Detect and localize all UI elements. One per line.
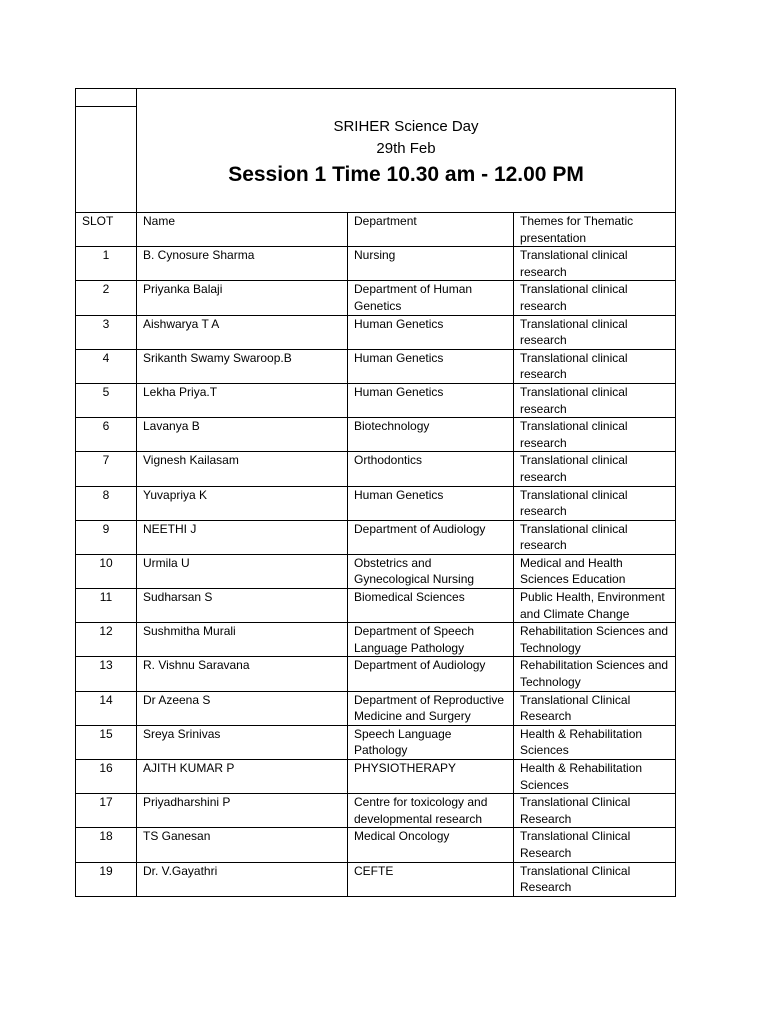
table-row — [76, 486, 676, 520]
table-row — [76, 657, 676, 691]
table-row — [76, 315, 676, 349]
slot-cell: 11 — [76, 589, 137, 623]
theme-cell: Public Health, Environment and Climate Change — [514, 589, 676, 623]
table-row — [76, 452, 676, 486]
event-title: SRIHER Science Day — [333, 117, 479, 135]
table-row — [76, 623, 676, 657]
department-cell: Human Genetics — [348, 383, 514, 417]
table-row — [76, 760, 676, 794]
name-cell: TS Ganesan — [137, 828, 348, 862]
department-cell: Department of Audiology — [348, 657, 514, 691]
name-cell: Urmila U — [137, 554, 348, 588]
slot-cell: 13 — [76, 657, 137, 691]
department-cell: Biomedical Sciences — [348, 589, 514, 623]
name-cell: Sudharsan S — [137, 589, 348, 623]
slot-cell: 9 — [76, 520, 137, 554]
slot-cell: 12 — [76, 623, 137, 657]
header-name: Name — [137, 213, 348, 247]
theme-cell: Translational clinical research — [514, 452, 676, 486]
theme-cell: Translational clinical research — [514, 349, 676, 383]
theme-cell: Health & Rehabilitation Sciences — [514, 725, 676, 759]
title-block — [137, 89, 676, 213]
slot-cell: 19 — [76, 862, 137, 896]
theme-cell: Health & Rehabilitation Sciences — [514, 760, 676, 794]
department-cell: Speech Language Pathology — [348, 725, 514, 759]
department-cell: Orthodontics — [348, 452, 514, 486]
table-row — [76, 247, 676, 281]
department-cell: Centre for toxicology and developmental research — [348, 794, 514, 828]
theme-cell: Rehabilitation Sciences and Technology — [514, 657, 676, 691]
department-cell: Nursing — [348, 247, 514, 281]
theme-cell: Translational clinical research — [514, 486, 676, 520]
header-slot: SLOT — [76, 213, 137, 247]
department-cell: Department of Reproductive Medicine and Surgery — [348, 691, 514, 725]
theme-cell: Translational Clinical Research — [514, 691, 676, 725]
slot-cell: 18 — [76, 828, 137, 862]
table-row — [76, 862, 676, 896]
slot-stub-top — [76, 89, 137, 107]
department-cell: CEFTE — [348, 862, 514, 896]
theme-cell: Translational clinical research — [514, 520, 676, 554]
department-cell: Department of Audiology — [348, 520, 514, 554]
table-row — [76, 691, 676, 725]
department-cell: Department of Speech Language Pathology — [348, 623, 514, 657]
name-cell: Lekha Priya.T — [137, 383, 348, 417]
table-row — [76, 383, 676, 417]
name-cell: Dr. V.Gayathri — [137, 862, 348, 896]
department-cell: Human Genetics — [348, 349, 514, 383]
slot-cell: 1 — [76, 247, 137, 281]
name-cell: Yuvapriya K — [137, 486, 348, 520]
name-cell: Aishwarya T A — [137, 315, 348, 349]
slot-cell: 7 — [76, 452, 137, 486]
schedule-table — [75, 88, 676, 897]
theme-cell: Medical and Health Sciences Education — [514, 554, 676, 588]
department-cell: Medical Oncology — [348, 828, 514, 862]
slot-cell: 14 — [76, 691, 137, 725]
slot-cell: 6 — [76, 418, 137, 452]
table-row — [76, 418, 676, 452]
event-date: 29th Feb — [376, 139, 436, 157]
theme-cell: Translational Clinical Research — [514, 828, 676, 862]
table-row — [76, 554, 676, 588]
theme-cell: Translational clinical research — [514, 383, 676, 417]
name-cell: Dr Azeena S — [137, 691, 348, 725]
theme-cell: Translational clinical research — [514, 247, 676, 281]
theme-cell: Translational clinical research — [514, 418, 676, 452]
table-row — [76, 520, 676, 554]
name-cell: Vignesh Kailasam — [137, 452, 348, 486]
name-cell: R. Vishnu Saravana — [137, 657, 348, 691]
department-cell: Biotechnology — [348, 418, 514, 452]
name-cell: Sushmitha Murali — [137, 623, 348, 657]
slot-cell: 4 — [76, 349, 137, 383]
table-row — [76, 794, 676, 828]
slot-cell: 5 — [76, 383, 137, 417]
table-row — [76, 828, 676, 862]
name-cell: NEETHI J — [137, 520, 348, 554]
theme-cell: Rehabilitation Sciences and Technology — [514, 623, 676, 657]
table-row — [76, 589, 676, 623]
table-row — [76, 281, 676, 315]
title-row-top — [76, 89, 676, 107]
name-cell: Priyadharshini P — [137, 794, 348, 828]
slot-stub-bottom — [76, 107, 137, 213]
slot-cell: 2 — [76, 281, 137, 315]
theme-cell: Translational Clinical Research — [514, 794, 676, 828]
department-cell: PHYSIOTHERAPY — [348, 760, 514, 794]
slot-cell: 3 — [76, 315, 137, 349]
theme-cell: Translational clinical research — [514, 315, 676, 349]
slot-cell: 15 — [76, 725, 137, 759]
slot-cell: 10 — [76, 554, 137, 588]
name-cell: Srikanth Swamy Swaroop.B — [137, 349, 348, 383]
theme-cell: Translational Clinical Research — [514, 862, 676, 896]
name-cell: Lavanya B — [137, 418, 348, 452]
table-row — [76, 349, 676, 383]
table-row — [76, 725, 676, 759]
session-title: Session 1 Time 10.30 am - 12.00 PM — [228, 162, 584, 186]
header-themes: Themes for Thematic presentation — [514, 213, 676, 247]
name-cell: AJITH KUMAR P — [137, 760, 348, 794]
slot-cell: 17 — [76, 794, 137, 828]
slot-cell: 16 — [76, 760, 137, 794]
slot-cell: 8 — [76, 486, 137, 520]
header-row — [76, 213, 676, 247]
theme-cell: Translational clinical research — [514, 281, 676, 315]
header-department: Department — [348, 213, 514, 247]
name-cell: Priyanka Balaji — [137, 281, 348, 315]
name-cell: Sreya Srinivas — [137, 725, 348, 759]
department-cell: Obstetrics and Gynecological Nursing — [348, 554, 514, 588]
department-cell: Human Genetics — [348, 486, 514, 520]
department-cell: Human Genetics — [348, 315, 514, 349]
department-cell: Department of Human Genetics — [348, 281, 514, 315]
name-cell: B. Cynosure Sharma — [137, 247, 348, 281]
